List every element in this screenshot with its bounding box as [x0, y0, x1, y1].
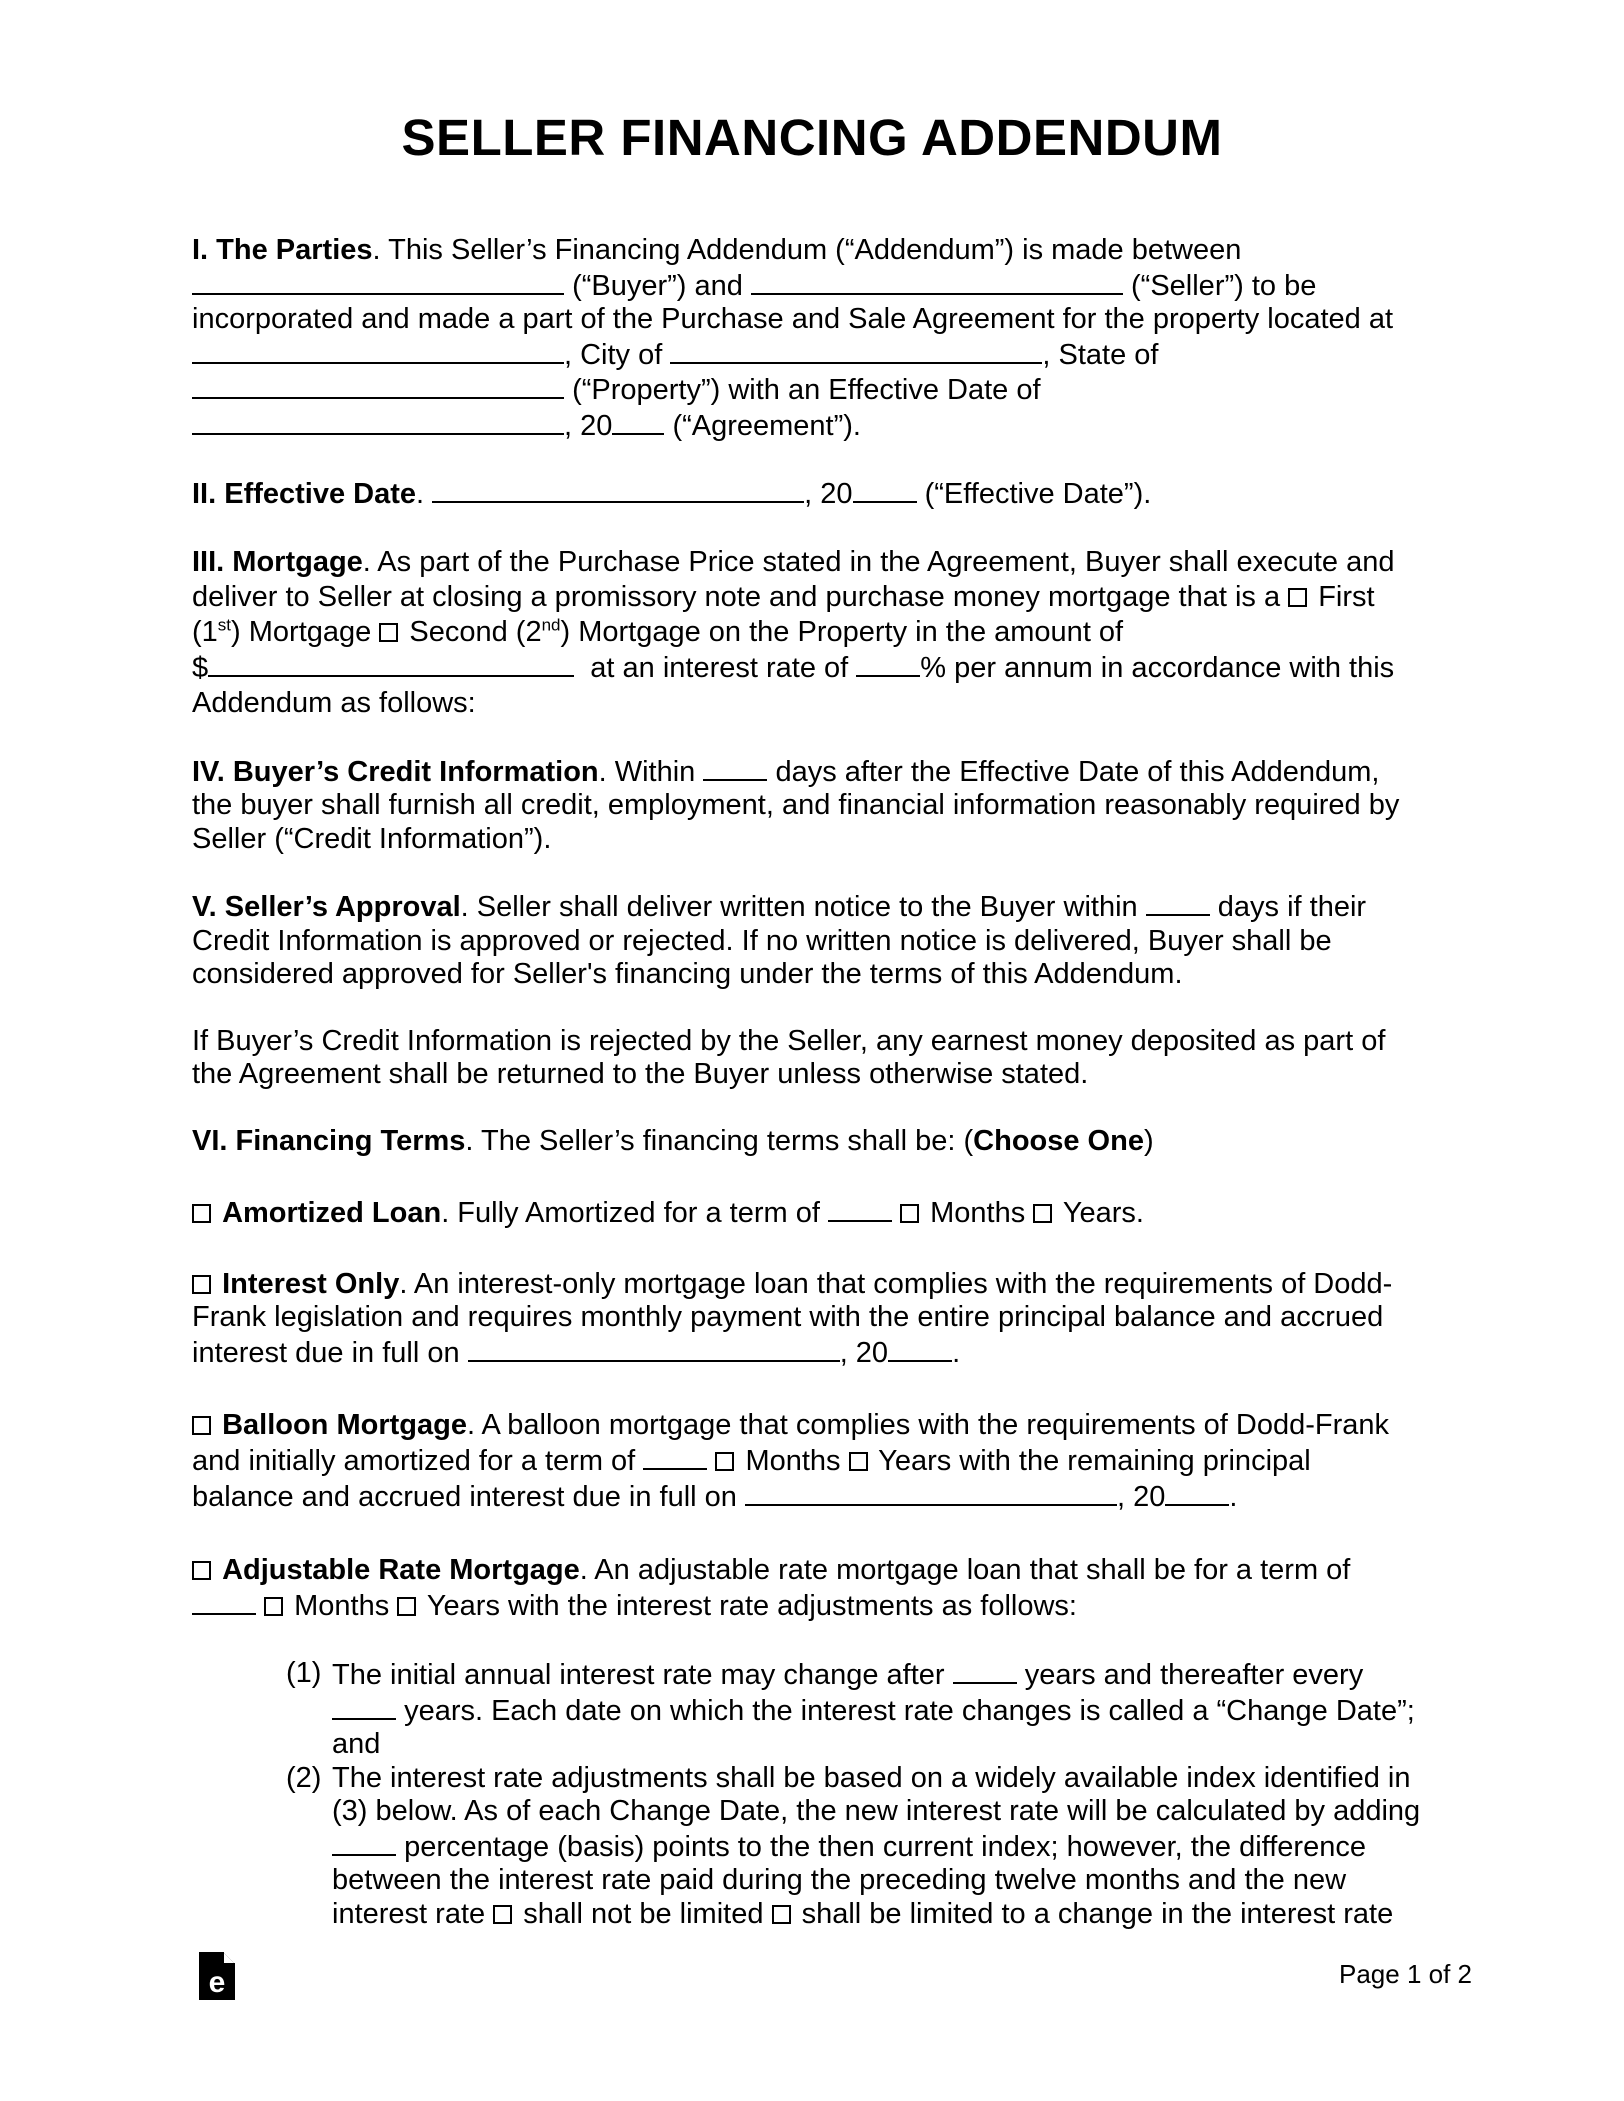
amortized-years-checkbox[interactable] — [1033, 1204, 1052, 1223]
buyer-blank[interactable] — [192, 268, 564, 295]
paragraph-rejection: If Buyer’s Credit Information is rejected by the Seller, any earnest money deposited as part of the Agreement shall be returned to the Buyer unless otherwise stated. — [192, 1024, 1386, 1090]
city-blank[interactable] — [670, 337, 1042, 364]
initial-change-years-blank[interactable] — [953, 1657, 1017, 1684]
section-heading: VI. Financing Terms — [192, 1124, 466, 1157]
interest-only-due-date-blank[interactable] — [468, 1335, 840, 1362]
state-blank[interactable] — [192, 372, 564, 399]
interest-rate-blank[interactable] — [856, 650, 920, 677]
adjustable-rate-checkbox[interactable] — [192, 1561, 211, 1580]
esign-logo-icon — [199, 1952, 235, 2000]
option-amortized-loan: Amortized Loan. Fully Amortized for a term of Months Years. — [192, 1195, 1452, 1231]
option-interest-only: Interest Only. An interest-only mortgage loan that complies with the requirements of Dodd- Frank legislation and requires monthly payment with the entire principal balance and accrued interest due in full on , 20 . — [192, 1267, 1393, 1369]
section-effective-date: II. Effective Date. , 20 (“Effective Date”). — [192, 478, 1152, 510]
mortgage-amount-blank[interactable] — [208, 650, 574, 677]
interest-only-year-blank[interactable] — [888, 1335, 952, 1362]
adjustment-list — [192, 1657, 1452, 1931]
option-adjustable-rate-mortgage: Adjustable Rate Mortgage. An adjustable rate mortgage loan that shall be for a term of Months Years with the interest rate adjustments as follows: — [192, 1552, 1452, 1624]
approval-days-blank[interactable] — [1146, 889, 1210, 916]
option-balloon-mortgage: Balloon Mortgage. A balloon mortgage that complies with the requirements of Dodd-Frank and initially amortized for a term of Months Years with the remaining principal balance and accrued interest due in full on , 20 . — [192, 1409, 1389, 1513]
list-item: (1) The initial annual interest rate may change after years and thereafter every years. Each date on which the interest rate changes is called a “Change Date”; and — [286, 1657, 1415, 1760]
document-title: SELLER FINANCING ADDENDUM — [401, 109, 1223, 166]
effective-year-blank[interactable] — [853, 476, 917, 503]
credit-days-blank[interactable] — [703, 754, 767, 781]
section-mortgage: III. Mortgage. As part of the Purchase Price stated in the Agreement, Buyer shall execute and deliver to Seller at closing a promissory note and purchase money mortgage that is a First (1st) Mortgage Second (2nd) Mortgage on the Property in the amount of $ at an interest rate of % per annum in accordance with this Addendum as follows: — [192, 545, 1395, 719]
not-limited-checkbox[interactable] — [493, 1905, 512, 1924]
seller-blank[interactable] — [751, 268, 1123, 295]
section-seller-approval: V. Seller’s Approval. Seller shall deliver written notice to the Buyer within days if their Credit Information is approved or rejected. If no written notice is delivered, Buyer shall be considered approved for Seller's financing under the terms of this Addendum. — [192, 891, 1367, 990]
balloon-mortgage-checkbox[interactable] — [192, 1416, 211, 1435]
balloon-term-blank[interactable] — [643, 1443, 707, 1470]
balloon-months-checkbox[interactable] — [715, 1452, 734, 1471]
section-financing-terms: VI. Financing Terms. The Seller’s financing terms shall be: (Choose One) — [192, 1124, 1154, 1157]
adjustable-months-checkbox[interactable] — [264, 1597, 283, 1616]
page-number: Page 1 of 2 — [1339, 1959, 1472, 1989]
document-body — [192, 234, 1452, 1931]
svg-text:e: e — [208, 1966, 226, 1999]
balloon-due-date-blank[interactable] — [745, 1479, 1117, 1506]
balloon-year-blank[interactable] — [1165, 1479, 1229, 1506]
section-credit-information: IV. Buyer’s Credit Information. Within days after the Effective Date of this Addendum, the buyer shall furnish all credit, employment, and financial information reasonably required by Seller (“Credit Information”). — [192, 755, 1400, 855]
section-heading: I. The Parties — [192, 234, 373, 266]
section-heading: IV. Buyer’s Credit Information — [192, 755, 599, 788]
amortized-loan-checkbox[interactable] — [192, 1204, 211, 1223]
adjustable-term-blank[interactable] — [192, 1588, 256, 1615]
balloon-years-checkbox[interactable] — [849, 1452, 868, 1471]
agreement-year-blank[interactable] — [612, 408, 664, 435]
change-interval-years-blank[interactable] — [332, 1693, 396, 1720]
first-mortgage-checkbox[interactable] — [1288, 588, 1307, 607]
effective-date-blank[interactable] — [432, 476, 804, 503]
section-parties: I. The Parties. This Seller’s Financing Addendum (“Addendum”) is made between (“Buyer”) and (“Seller”) to be incorporated and made a part of the Purchase and Sale Agreement for the property located at , City of , State of (“Property”) with an Effective Date of , 20 (“Agreement”). — [192, 234, 1394, 442]
section-heading: II. Effective Date — [192, 478, 417, 510]
agreement-date-blank[interactable] — [192, 408, 564, 435]
list-item: (2) The interest rate adjustments shall be based on a widely available index identified in (3) below. As of each Change Date, the new interest rate will be calculated by adding percentage (basis) points to the then current index; however, the difference between the interest rate paid during the preceding twelve months and the new interest rate shall not be limited shall be limited to a change in the interest rate — [286, 1761, 1421, 1930]
section-heading: III. Mortgage — [192, 545, 363, 578]
interest-only-checkbox[interactable] — [192, 1275, 211, 1294]
amortized-months-checkbox[interactable] — [900, 1204, 919, 1223]
basis-points-blank[interactable] — [332, 1829, 396, 1856]
property-address-blank[interactable] — [192, 337, 564, 364]
adjustable-years-checkbox[interactable] — [397, 1597, 416, 1616]
section-heading: V. Seller’s Approval — [192, 891, 461, 923]
second-mortgage-checkbox[interactable] — [379, 623, 398, 642]
amortized-term-blank[interactable] — [828, 1195, 892, 1222]
limited-checkbox[interactable] — [772, 1905, 791, 1924]
